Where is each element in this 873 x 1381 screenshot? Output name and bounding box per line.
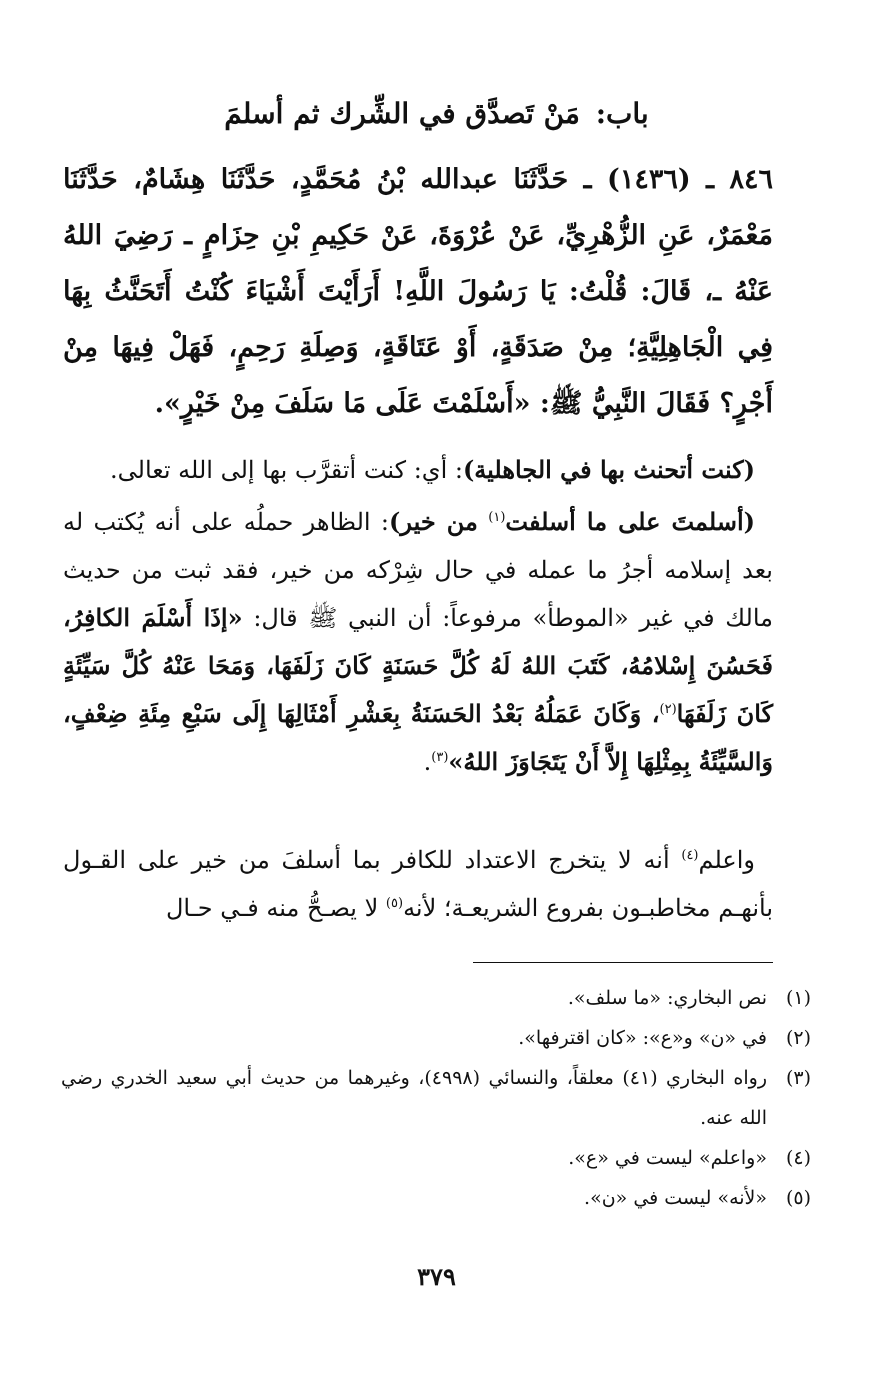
footnote-number: (٢): [785, 1027, 811, 1049]
footnote-ref-1[interactable]: (١): [488, 510, 506, 525]
footnote-text: نص البخاري: «ما سلف».: [567, 987, 767, 1009]
chapter-heading: [0, 92, 873, 136]
footnote-text: رواه البخاري (٤١) معلقاً، والنسائي (٤٩٩٨)، وغيرهما من حديث أبي سعيد الخدري رضي الله عنه.: [61, 1067, 767, 1129]
commentary-term: (أسلمتَ على ما أسلفت: [505, 507, 756, 536]
commentary-explanation: : أي: كنت أتقرَّب بها إلى الله تعالى.: [110, 456, 463, 484]
prophetic-quote-continued: ، وَكَانَ عَمَلُهُ بَعْدُ الحَسَنَةُ بِعَشْرِ أَمْثَالِهَا إِلَى سَبْعِ مِئَةِ ضِعْفٍ، وَالسَّيِّئَةُ بِمِثْلِهَا إِلاَّ أَنْ يَتَجَاوَزَ اللهُ»: [63, 699, 773, 776]
commentary-text: أنه لا يتخرج الاعتداد للكافر بما أسلفَ من خير على القـول بأنهـم مخاطبـون بفروع الشريعـة؛ لأنه: [63, 846, 773, 922]
footnote-number: (٥): [785, 1187, 811, 1209]
footnote-text: في «ن» و«ع»: «كان اقترفها».: [518, 1027, 767, 1049]
footnote-text: «لأنه» ليست في «ن».: [584, 1187, 767, 1209]
commentary-paragraph-2: [63, 498, 773, 786]
commentary-explanation: : الظاهر حملُه على أنه يُكتب له بعد إسلامه أجرُ ما عمله في حال شِرْكه من خير، فقد ثبت من حديث مالك في غير «الموطأ» مرفوعاً: أن النبي ﷺ قال:: [63, 508, 774, 632]
footnote-ref-4[interactable]: (٤): [681, 848, 699, 863]
footnote-number: (٤): [785, 1147, 811, 1169]
page-number: ٣٧٩: [417, 1262, 456, 1291]
footnote-item: [61, 978, 811, 1018]
hadith-text: ٨٤٦ ـ (١٤٣٦) ـ حَدَّثَنَا عبدالله بْنُ مُحَمَّدٍ، حَدَّثَنَا هِشَامٌ، حَدَّثَنَا مَعْمَرٌ، عَنِ الزُّهْرِيِّ، عَنْ عُرْوَةَ، عَنْ حَكِيمِ بْنِ حِزَامٍ ـ رَضِيَ اللهُ عَنْهُ ـ، قَالَ: قُلْتُ: يَا رَسُولَ اللَّهِ! أَرَأَيْتَ أَشْيَاءَ كُنْتُ أَتَحَنَّثُ بِهَا فِي الْجَاهِلِيَّةِ؛ مِنْ صَدَقَةٍ، أَوْ عَتَاقَةٍ، وَصِلَةِ رَحِمٍ، فَهَلْ فِيهَا مِنْ أَجْرٍ؟ فَقَالَ النَّبِيُّ ﷺ: «أَسْلَمْتَ عَلَى مَا سَلَفَ مِنْ خَيْرٍ».: [63, 164, 773, 419]
commentary-paragraph-1: [63, 446, 773, 494]
footnote-divider: [473, 962, 773, 963]
footnote-item: [61, 1138, 811, 1178]
commentary-term: (كنت أتحنث بها في الجاهلية): [462, 455, 755, 484]
commentary-term-end: من خير): [389, 507, 478, 536]
chapter-title: مَنْ تَصدَّق في الشِّرك ثم أسلمَ: [224, 97, 580, 130]
commentary-word: واعلم: [698, 846, 755, 874]
footnote-item: [61, 1178, 811, 1218]
footnote-item: [61, 1058, 811, 1138]
commentary-text-continued: لا يصـحُّ منه فـي حـال: [165, 894, 386, 922]
chapter-label: باب:: [595, 97, 649, 130]
sentence-end: .: [423, 748, 432, 776]
footnote-number: (١): [785, 987, 811, 1009]
footnote-ref-2[interactable]: (٢): [659, 702, 677, 717]
footnote-number: (٣): [785, 1067, 811, 1089]
footnote-ref-5[interactable]: (٥): [385, 896, 404, 911]
footnote-ref-3[interactable]: (٣): [431, 750, 449, 765]
prophetic-quote: «إذَا أَسْلَمَ الكافِرُ، فَحَسُنَ إِسْلامُهُ، كَتَبَ اللهُ لَهُ كُلَّ حَسَنَةٍ كَانَ زَلَفَهَا، وَمَحَا عَنْهُ كُلَّ سَيِّئَةٍ كَانَ زَلَفَهَا: [63, 603, 774, 728]
commentary-paragraph-3: [63, 836, 773, 932]
footnotes-section: [61, 978, 811, 1218]
footnote-text: «واعلم» ليست في «ع».: [568, 1147, 767, 1169]
footnote-item: [61, 1018, 811, 1058]
